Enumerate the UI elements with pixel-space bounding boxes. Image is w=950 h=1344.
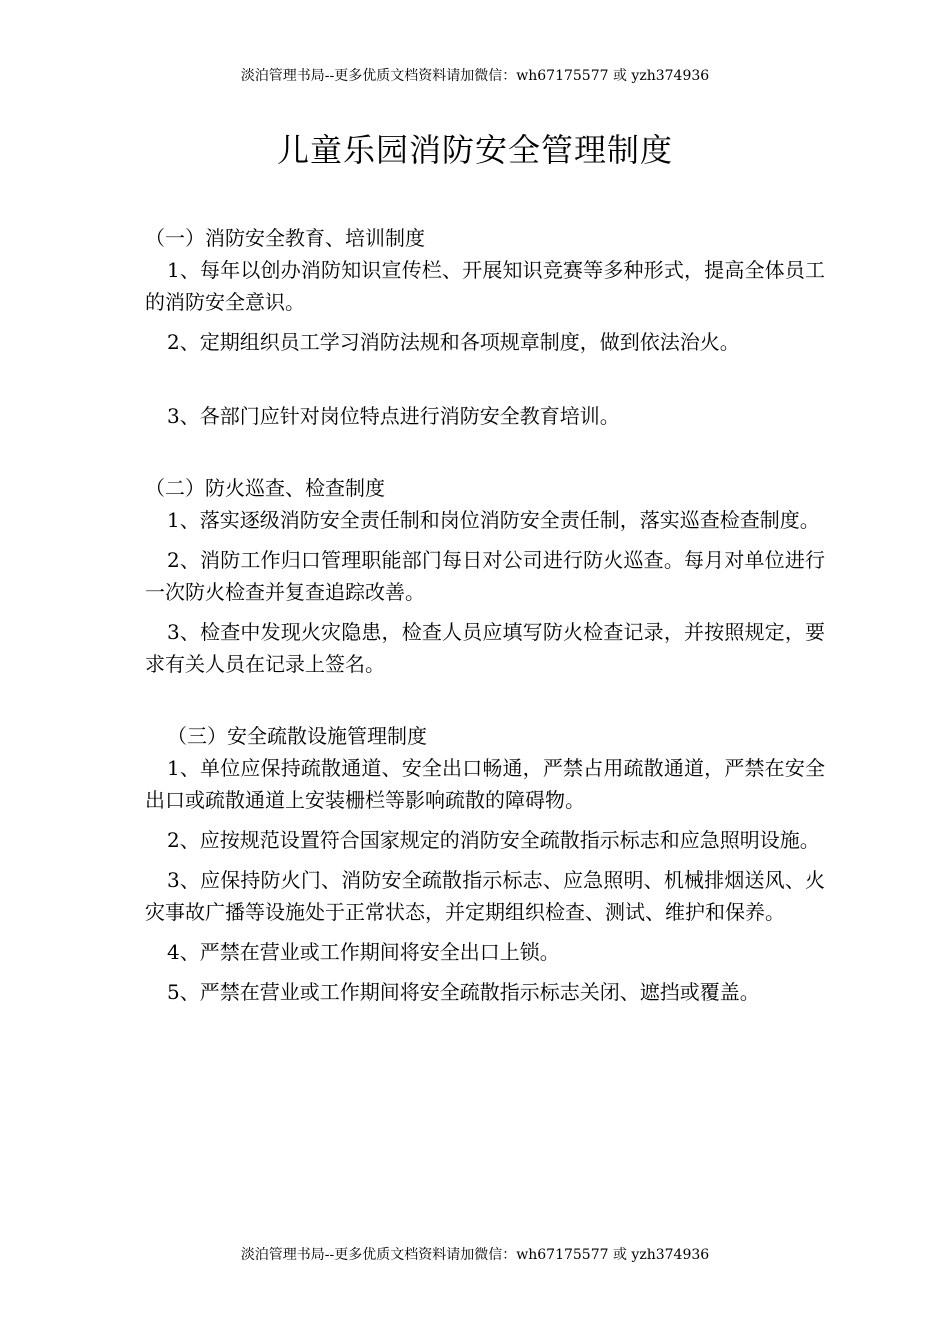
page-footer: 淡泊管理书局--更多优质文档资料请加微信：wh67175577 或 yzh374936 [240,1247,710,1263]
section-2-item-2: 2、消防工作归口管理职能部门每日对公司进行防火巡查。每月对单位进行一次防火检查并复查追踪改善。 [145,548,825,604]
section-3-item-4: 4、严禁在营业或工作期间将安全出口上锁。 [167,940,560,964]
section-2-item-1: 1、落实逐级消防安全责任制和岗位消防安全责任制，落实巡查检查制度。 [167,508,820,532]
section-1-item-1: 1、每年以创办消防知识宣传栏、开展知识竞赛等多种形式，提高全体员工的消防安全意识。 [145,258,825,314]
page-header: 淡泊管理书局--更多优质文档资料请加微信：wh67175577 或 yzh374936 [240,68,710,84]
section-3-item-5: 5、严禁在营业或工作期间将安全疏散指示标志关闭、遮挡或覆盖。 [167,980,760,1004]
section-3-item-3: 3、应保持防火门、消防安全疏散指示标志、应急照明、机械排烟送风、火灾事故广播等设施处于正常状态，并定期组织检查、测试、维护和保养。 [145,868,825,924]
section-heading-3: （三）安全疏散设施管理制度 [167,724,427,748]
document-title: 儿童乐园消防安全管理制度 [276,131,673,169]
section-1-item-3: 3、各部门应针对岗位特点进行消防安全教育培训。 [167,404,620,428]
section-3-item-1: 1、单位应保持疏散通道、安全出口畅通，严禁占用疏散通道，严禁在安全出口或疏散通道上安装栅栏等影响疏散的障碍物。 [145,756,825,812]
section-heading-2: （二）防火巡查、检查制度 [145,476,385,500]
section-3-item-2: 2、应按规范设置符合国家规定的消防安全疏散指示标志和应急照明设施。 [167,828,820,852]
section-2-item-3: 3、检查中发现火灾隐患，检查人员应填写防火检查记录，并按照规定，要求有关人员在记录上签名。 [145,620,825,676]
section-heading-1: （一）消防安全教育、培训制度 [145,226,425,250]
section-1-item-2: 2、定期组织员工学习消防法规和各项规章制度，做到依法治火。 [167,330,740,354]
document-body [145,222,825,1008]
